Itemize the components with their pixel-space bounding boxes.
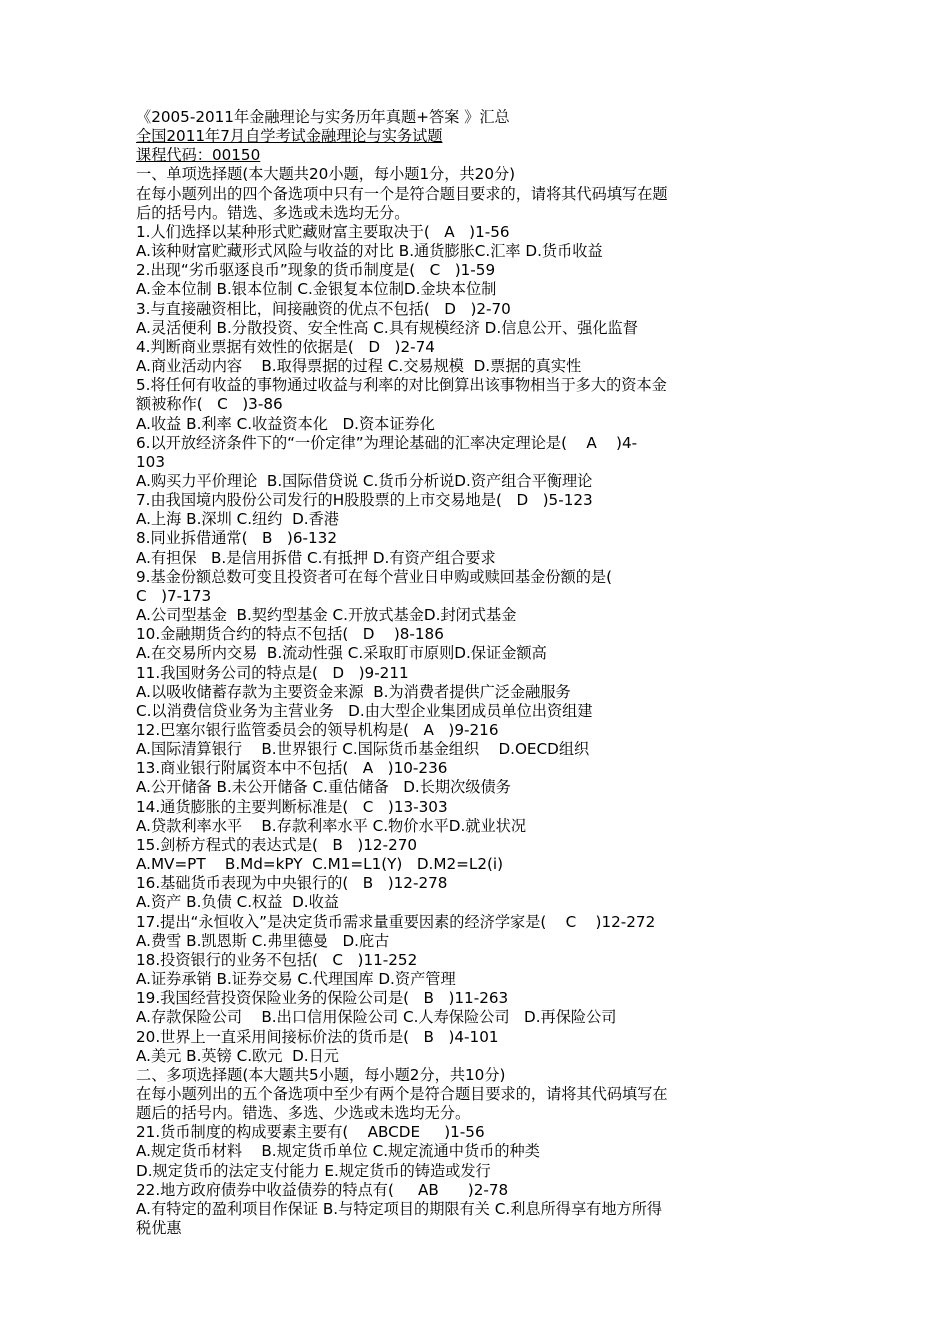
- question-7: 7.由我国境内股份公司发行的H股股票的上市交易地是( D )5-123: [136, 491, 593, 510]
- question-9: 9.基金份额总数可变且投资者可在每个营业日申购或赎回基金份额的是(: [136, 567, 613, 586]
- doc-title: 《2005-2011年金融理论与实务历年真题+答案 》汇总: [136, 108, 510, 126]
- question-20-options: A.美元 B.英镑 C.欧元 D.日元: [136, 1046, 339, 1065]
- question-11: 11.我国财务公司的特点是( D )9-211: [136, 663, 409, 682]
- question-11-options: A.以吸收储蓄存款为主要资金来源 B.为消费者提供广泛金融服务: [136, 682, 571, 701]
- question-7-options: A.上海 B.深圳 C.纽约 D.香港: [136, 510, 339, 529]
- question-2: 2.出现“劣币驱逐良币”现象的货币制度是( C )1-59: [136, 261, 496, 280]
- question-22-options: 税优惠: [136, 1219, 182, 1238]
- section-instruction: 题后的括号内。错选、多选、少选或未选均无分。: [136, 1104, 471, 1123]
- section-instruction: 在每小题列出的五个备选项中至少有两个是符合题目要求的，请将其代码填写在: [136, 1084, 668, 1103]
- question-8: 8.同业拆借通常( B )6-132: [136, 529, 337, 548]
- question-10-options: A.在交易所内交易 B.流动性强 C.采取盯市原则D.保证金额高: [136, 644, 547, 663]
- question-22: 22.地方政府债券中收益债券的特点有( AB )2-78: [136, 1180, 509, 1199]
- question-6-cont: 103: [136, 452, 165, 471]
- question-4-options: A.商业活动内容 B.取得票据的过程 C.交易规模 D.票据的真实性: [136, 357, 582, 376]
- question-17-options: A.费雪 B.凯恩斯 C.弗里德曼 D.庇古: [136, 931, 390, 950]
- question-12: 12.巴塞尔银行监管委员会的领导机构是( A )9-216: [136, 721, 499, 739]
- question-6: 6.以开放经济条件下的“一价定律”为理论基础的汇率决定理论是( A )4-: [136, 433, 638, 452]
- document-body: [136, 108, 820, 1238]
- question-22-options: A.有特定的盈利项目作保证 B.与特定项目的期限有关 C.利息所得享有地方所得: [136, 1199, 663, 1218]
- question-14-options: A.贷款利率水平 B.存款利率水平 C.物价水平D.就业状况: [136, 816, 527, 835]
- section-heading-single-choice: 一、单项选择题(本大题共20小题，每小题1分，共20分): [136, 165, 516, 184]
- question-19: 19.我国经营投资保险业务的保险公司是( B )11-263: [136, 989, 509, 1008]
- question-5-options: A.收益 B.利率 C.收益资本化 D.资本证券化: [136, 414, 435, 433]
- question-15: 15.剑桥方程式的表达式是( B )12-270: [136, 835, 418, 854]
- question-21-options: A.规定货币材料 B.规定货币单位 C.规定流通中货币的种类: [136, 1142, 540, 1161]
- question-5: 5.将任何有收益的事物通过收益与利率的对比倒算出该事物相当于多大的资本金: [136, 376, 667, 395]
- question-14: 14.通货膨胀的主要判断标准是( C )13-303: [136, 797, 448, 816]
- exam-title: 全国2011年7月自学考试金融理论与实务试题: [136, 127, 443, 146]
- question-9-options: A.公司型基金 B.契约型基金 C.开放式基金D.封闭式基金: [136, 606, 517, 625]
- section-instruction: 在每小题列出的四个备选项中只有一个是符合题目要求的，请将其代码填写在题: [136, 184, 668, 203]
- question-6-options: A.购买力平价理论 B.国际借贷说 C.货币分析说D.资产组合平衡理论: [136, 471, 593, 490]
- question-13: 13.商业银行附属资本中不包括( A )10-236: [136, 759, 448, 778]
- question-4: 4.判断商业票据有效性的依据是( D )2-74: [136, 337, 435, 356]
- section-heading-multiple-choice: 二、多项选择题(本大题共5小题，每小题2分，共10分): [136, 1065, 506, 1084]
- question-1-options: A.该种财富贮藏形式风险与收益的对比 B.通货膨胀C.汇率 D.货币收益: [136, 242, 603, 261]
- question-18-options: A.证券承销 B.证券交易 C.代理国库 D.资产管理: [136, 970, 456, 989]
- question-18: 18.投资银行的业务不包括( C )11-252: [136, 950, 418, 969]
- question-16: 16.基础货币表现为中央银行的( B )12-278: [136, 874, 448, 893]
- question-16-options: A.资产 B.负债 C.权益 D.收益: [136, 893, 339, 912]
- question-12-options: A.国际清算银行 B.世界银行 C.国际货币基金组织 D.OECD组织: [136, 740, 590, 759]
- question-2-options: A.金本位制 B.银本位制 C.金银复本位制D.金块本位制: [136, 280, 497, 299]
- question-13-options: A.公开储备 B.未公开储备 C.重估储备 D.长期次级债务: [136, 778, 511, 797]
- question-10: 10.金融期货合约的特点不包括( D )8-186: [136, 625, 444, 644]
- course-code: 课程代码：00150: [136, 146, 261, 165]
- section-instruction: 后的括号内。错选、多选或未选均无分。: [136, 203, 410, 222]
- question-8-options: A.有担保 B.是信用拆借 C.有抵押 D.有资产组合要求: [136, 548, 496, 567]
- question-21-options: D.规定货币的法定支付能力 E.规定货币的铸造或发行: [136, 1161, 491, 1180]
- question-17: 17.提出“永恒收入”是决定货币需求量重要因素的经济学家是( C )12-272: [136, 912, 656, 931]
- question-3: 3.与直接融资相比，间接融资的优点不包括( D )2-70: [136, 299, 511, 318]
- question-5-cont: 额被称作( C )3-86: [136, 395, 283, 414]
- question-20: 20.世界上一直采用间接标价法的货币是( B )4-101: [136, 1027, 499, 1046]
- question-1: 1.人们选择以某种形式贮藏财富主要取决于( A )1-56: [136, 222, 510, 241]
- question-11-options: C.以消费信贷业务为主营业务 D.由大型企业集团成员单位出资组建: [136, 701, 593, 720]
- question-19-options: A.存款保险公司 B.出口信用保险公司 C.人寿保险公司 D.再保险公司: [136, 1008, 617, 1027]
- question-3-options: A.灵活便利 B.分散投资、安全性高 C.具有规模经济 D.信息公开、强化监督: [136, 318, 638, 337]
- question-9-cont: C )7-173: [136, 586, 212, 605]
- question-21: 21.货币制度的构成要素主要有( ABCDE )1-56: [136, 1123, 485, 1142]
- question-15-options: A.MV=PT B.Md=kPY C.M1=L1(Y) D.M2=L2(i): [136, 855, 504, 874]
